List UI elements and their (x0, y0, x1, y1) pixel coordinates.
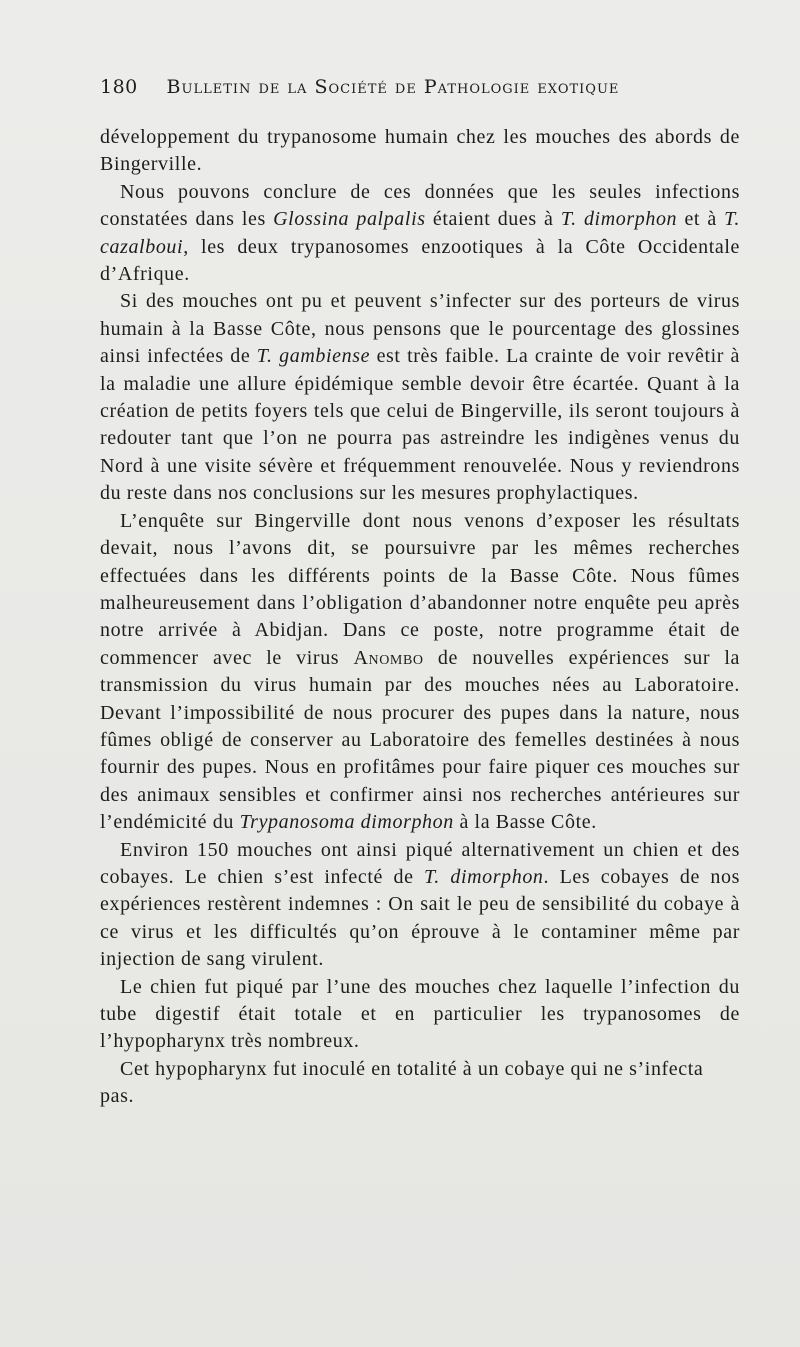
paragraph: Si des mouches ont pu et peuvent s’infecter sur des porteurs de virus humain à la Basse Côte, nous pensons que le pourcentage des glossines ainsi infectées de T. gambiense est très faible. La crainte de voir revêtir à la maladie une allure épidémique semble devoir être écartée. Quant à la création de petits foyers tels que celui de Bingerville, ils seront toujours à redouter tant que l’on ne pourra pas astreindre les indigènes venus du Nord à une visite sévère et fréquemment renouvelée. Nous y reviendrons du reste dans nos conclusions sur les mesures prophylactiques. (100, 290, 740, 505)
paragraph: Environ 150 mouches ont ainsi piqué alternativement un chien et des cobayes. Le chien s’est infecté de T. dimorphon. Les cobayes de nos expériences restèrent indemnes : On sait le peu de sensibilité du cobaye à ce virus et les difficultés qu’on éprouve à le contaminer même par injection de sang virulent. (100, 838, 740, 971)
paragraph: Nous pouvons conclure de ces données que les seules infections constatées dans les Glossina palpalis étaient dues à T. dimorphon et à T. cazalboui, les deux trypanosomes enzootiques à la Côte Occidentale d’Afrique. (100, 180, 740, 286)
paragraph: Le chien fut piqué par l’une des mouches chez laquelle l’infection du tube digestif était totale et en particulier les trypanosomes de l’hypopharynx très nombreux. (100, 975, 740, 1053)
paragraph: Cet hypopharynx fut inoculé en totalité à un cobaye qui ne s’infecta pas. (100, 1057, 704, 1108)
species-name: T. cazalboui (100, 208, 740, 258)
running-header (100, 76, 740, 98)
journal-title: Bulletin de la Société de Pathologie exotique (166, 76, 620, 98)
paragraph: L’enquête sur Bingerville dont nous venons d’exposer les résultats devait, nous l’avons dit, se poursuivre par les mêmes recherches effectuées dans les différents points de la Basse Côte. Nous fûmes malheureusement dans l’obligation d’abandonner notre enquête peu après notre arrivée à Abidjan. Dans ce poste, notre programme était de commencer avec le virus Anombo de nouvelles expériences sur la transmission du virus humain par des mouches nées au Laboratoire. Devant l’impossibilité de nous procurer des pupes dans la nature, nous fûmes obligé de conserver au Laboratoire des femelles destinées à nous fournir des pupes. Nous en profitâmes pour faire piquer ces mouches sur des animaux sensibles et confirmer ainsi nos recherches antérieures sur l’endémicité du Trypanosoma dimorphon à la Basse Côte. (100, 509, 740, 834)
species-name: T. dimorphon (424, 865, 544, 888)
article-body (100, 124, 740, 1111)
paragraph: développement du trypanosome humain chez les mouches des abords de Bingerville. (100, 126, 740, 176)
virus-name: Anombo (353, 646, 424, 669)
species-name: Glossina palpalis (273, 208, 426, 231)
species-name: Trypanosoma dimorphon (239, 811, 454, 834)
species-name: T. dimorphon (560, 208, 678, 231)
species-name: T. gambiense (256, 345, 371, 368)
page-number: 180 (100, 76, 138, 98)
